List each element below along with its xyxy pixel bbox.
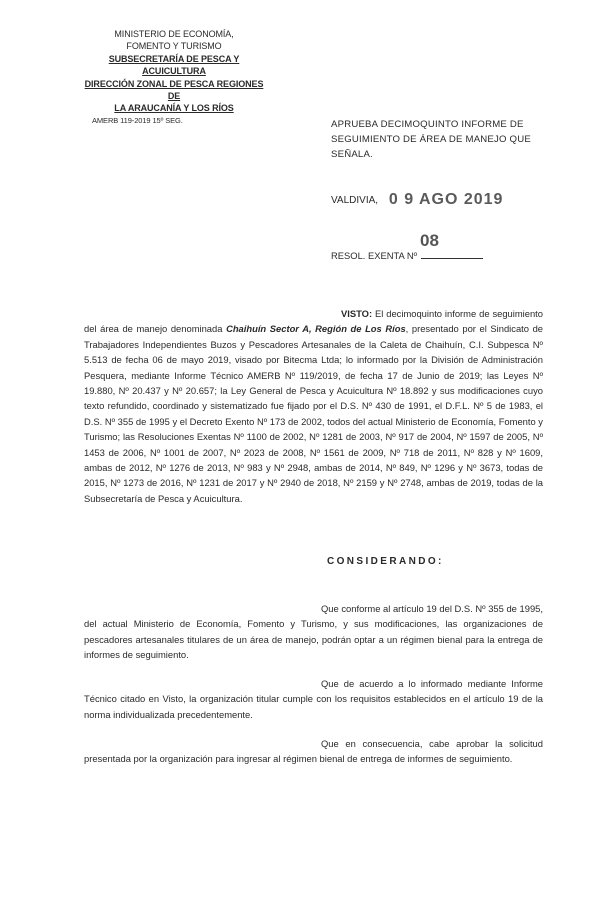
regiones-line: LA ARAUCANÍA Y LOS RÍOS: [114, 103, 234, 114]
visto-paragraph: [84, 306, 543, 506]
considerando-paragraph-1: Que conforme al artículo 19 del D.S. Nº 355 de 1995, del actual Ministerio de Economía, Fomento y Turismo, y sus modificaciones, las organizaciones de pescadores artesanales titulares de un área de manejo, podrán optar a un régimen bienal para la entrega de informes de seguimiento.: [84, 603, 543, 661]
number-blank-line: [421, 258, 483, 259]
ministry-line-1: MINISTERIO DE ECONOMÍA,: [114, 29, 234, 39]
resolution-number: 08: [420, 231, 439, 250]
resolution-label: RESOL. EXENTA Nº: [331, 250, 418, 261]
subsecretaria-line: SUBSECRETARÍA DE PESCA Y ACUICULTURA: [108, 53, 240, 77]
visto-text-a: El decimoquinto informe de seguimiento del área de manejo denominada: [84, 308, 543, 335]
resolution-label-line: [331, 250, 483, 261]
area-name: Chaihuín Sector A, Región de Los Ríos: [226, 323, 406, 335]
letterhead: [84, 28, 264, 127]
considerando-paragraph-2: Que de acuerdo a lo informado mediante Informe Técnico citado en Visto, la organización titular cumple con los requisitos establecidos en el artículo 19 de la norma individualizada precedentemente.: [84, 678, 543, 720]
ministry-line-2: FOMENTO Y TURISMO: [126, 41, 222, 52]
date-stamp: 0 9 AGO 2019: [388, 191, 504, 208]
direccion-line: DIRECCIÓN ZONAL DE PESCA REGIONES DE: [84, 78, 264, 102]
resolution-summary: APRUEBA DECIMOQUINTO INFORME DE SEGUIMIENTO DE ÁREA DE MANEJO QUE SEÑALA.: [331, 119, 531, 160]
considerando-paragraph-3: Que en consecuencia, cabe aprobar la solicitud presentada por la organización para ingresar al régimen bienal de entrega de informes de seguimiento.: [84, 738, 543, 765]
visto-label: VISTO:: [341, 308, 373, 319]
date-line: [331, 190, 503, 208]
city: VALDIVIA,: [331, 195, 379, 206]
considerando-heading: CONSIDERANDO:: [327, 556, 444, 567]
visto-text-b: , presentado por el Sindicato de Trabajadores Independientes Buzos y Pescadores Artesanales de la Caleta de Chaihuín, C.I. Subpesca Nº 5.513 de fecha 06 de mayo 2019, visado por Bitecma Ltda; lo informado por la División de Administración Pesquera, mediante Informe Técnico AMERB Nº 119/2019, de fecha 17 de Junio de 2019; las Leyes Nº 19.880, Nº 20.437 y Nº 20.657; la Ley General de Pesca y Acuicultura Nº 18.892 y sus modificaciones cuyo texto refundido, coordinado y sistematizado fue fijado por el D.S. Nº 430 de 1991, el D.F.L. Nº 5 de 1983, el D.S. Nº 355 de 1995 y el Decreto Exento Nº 173 de 2002, todos del actual Ministerio de Economía, Fomento y Turismo; las Resoluciones Exentas Nº 1100 de 2002, Nº 1281 de 2003, Nº 917 de 2004, Nº 1597 de 2005, Nº 1453 de 2006, Nº 1001 de 2007, Nº 2023 de 2008, Nº 1561 de 2009, Nº 718 de 2011, Nº 828 y Nº 1609, ambas de 2012, Nº 1276 de 2013, Nº 983 y Nº 2948, ambas de 2014, Nº 849, Nº 1296 y Nº 3673, todas de 2015, Nº 1273 de 2016, Nº 1231 de 2017 y Nº 2940 de 2018, Nº 2159 y Nº 2748, ambas de 2019, todas de la Subsecretaría de Pesca y Acuicultura.: [84, 323, 544, 504]
reference-code: AMERB 119-2019 15º SEG.: [92, 115, 183, 125]
